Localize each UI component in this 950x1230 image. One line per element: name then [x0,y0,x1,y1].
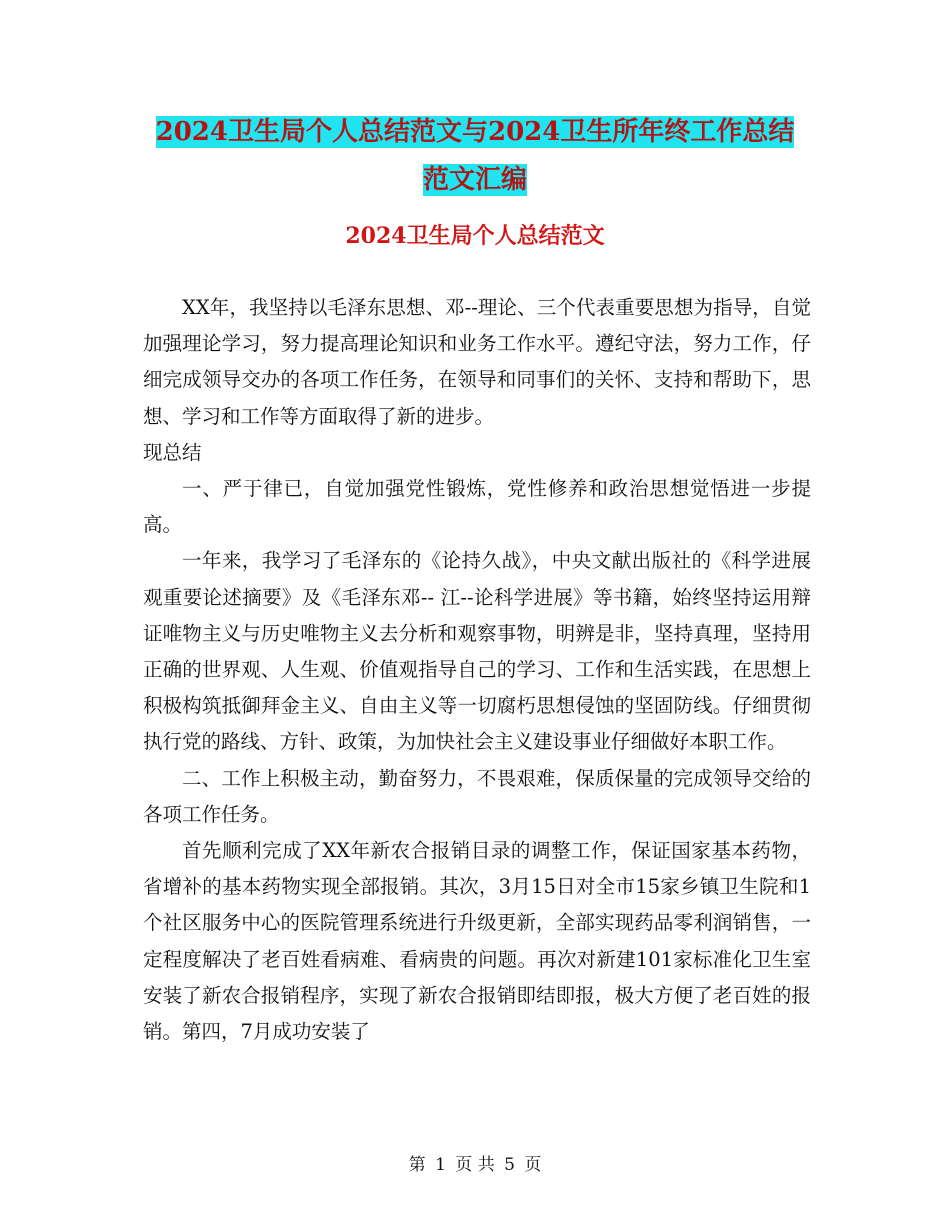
footer-prefix: 第 [408,1155,426,1175]
document-title [0,108,950,204]
paragraph-heading-1: 一、严于律已，自觉加强党性锻炼，党性修养和政治思想觉悟进一步提高。 [143,477,811,537]
footer-total-pages: 5 [504,1155,515,1175]
paragraph-study: 一年来，我学习了毛泽东的《论持久战》，中央文献出版社的《科学进展观重要论述摘要》及《毛泽东邓-- 江--论科学进展》等书籍，始终坚持运用辩证唯物主义与历史唯物主义去分析和观察事物，明辨是非，坚持真理，坚持用正确的世界观、人生观、价值观指导自己的学习、工作和生活实践，在思想上积极构筑抵御拜金主义、自由主义等一切腐朽思想侵蚀的坚固防线。仔细贯彻执行党的路线、方针、政策，为加快社会主义建设事业仔细做好本职工作。 [143,549,811,754]
paragraph-work: 首先顺利完成了XX年新农合报销目录的调整工作，保证国家基本药物，省增补的基本药物实现全部报销。其次，3月15日对全市15家乡镇卫生院和1个社区服务中心的医院管理系统进行升级更新，全部实现药品零利润销售，一定程度解决了老百姓看病难、看病贵的问题。再次对新建101家标准化卫生室安装了新农合报销程序，实现了新农合报销即结即报，极大方便了老百姓的报销。第四，7月成功安装了 [143,839,811,1044]
footer-mid: 页 共 [455,1155,495,1175]
page-footer [0,1152,950,1178]
document-title-line-2: 范文汇编 [422,165,527,195]
paragraph-intro: XX年，我坚持以毛泽东思想、邓--理论、三个代表重要思想为指导，自觉加强理论学习，努力提高理论知识和业务工作水平。遵纪守法，努力工作，仔细完成领导交办的各项工作任务，在领导和同事们的关怀、支持和帮助下，思想、学习和工作等方面取得了新的进步。 [143,296,811,428]
footer-suffix: 页 [524,1155,542,1175]
section-title: 2024卫生局个人总结范文 [345,223,605,249]
footer-page-number: 1 [435,1155,446,1175]
paragraph-summary-line: 现总结 [143,440,202,464]
paragraph-heading-2: 二、工作上积极主动，勤奋努力，不畏艰难，保质保量的完成领导交给的各项工作任务。 [143,766,811,826]
document-title-line-1: 2024卫生局个人总结范文与2024卫生所年终工作总结 [155,117,795,147]
document-body [143,290,811,1050]
